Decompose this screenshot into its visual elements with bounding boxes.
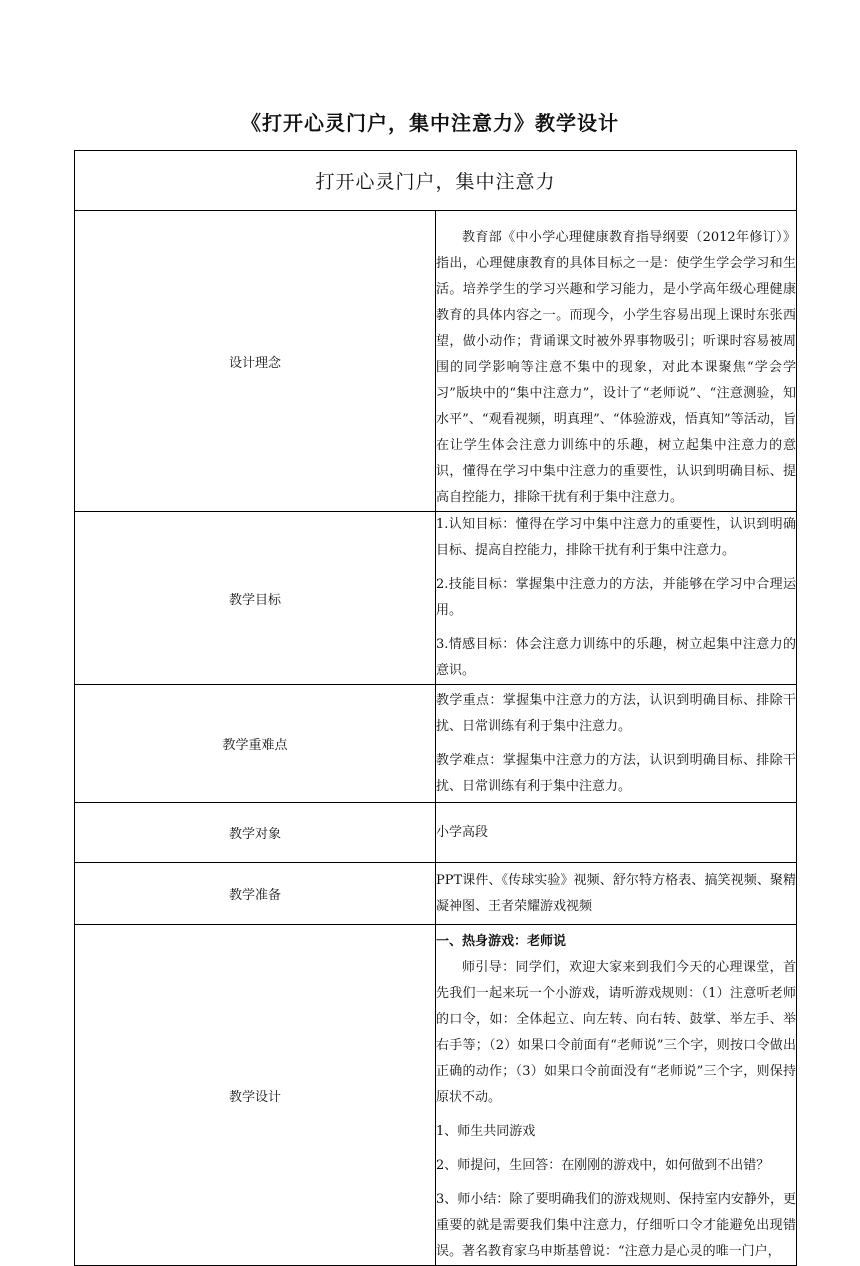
design-step-1: 1、师生共同游戏	[436, 1124, 536, 1139]
table-row-audience	[75, 803, 797, 863]
design-section-title: 一、热身游戏：老师说	[436, 934, 567, 949]
design-intro-paragraph: 师引导：同学们，欢迎大家来到我们今天的心理课堂，首先我们一起来玩一个小游戏，请听游戏规则：（1）注意听老师的口令，如：全体起立、向左转、向右转、鼓掌、举左手、举右手等；（2）如果口令前面有“老师说”三个字，则按口令做出正确的动作；（3）如果口令前面没有“老师说”三个字，则保持原状不动。	[436, 960, 796, 1105]
row-label-goals: 教学目标	[75, 512, 436, 685]
table-row-preparation	[75, 863, 797, 925]
goal-item-emotion: 3.情感目标：体会注意力训练中的乐趣，树立起集中注意力的意识。	[436, 637, 796, 678]
table-row-concept	[75, 211, 797, 512]
goal-item-skill: 2.技能目标：掌握集中注意力的方法，并能够在学习中合理运用。	[436, 577, 796, 618]
table-row-goals	[75, 512, 797, 685]
goal-item-cognitive: 1.认知目标：懂得在学习中集中注意力的重要性，认识到明确目标、提高自控能力，排除干扰有利于集中注意力。	[436, 517, 796, 558]
row-content-design	[436, 925, 797, 1266]
row-content-preparation: PPT课件、《传球实验》视频、舒尔特方格表、搞笑视频、聚精凝神图、王者荣耀游戏视频	[436, 863, 797, 925]
design-step-2: 2、师提问，生回答：在刚刚的游戏中，如何做到不出错？	[436, 1158, 770, 1173]
lesson-plan-table	[74, 150, 797, 1266]
table-header-row	[75, 151, 797, 211]
key-point-difficulty: 教学难点：掌握集中注意力的方法，认识到明确目标、排除干扰、日常训练有利于集中注意力。	[436, 752, 796, 794]
table-row-key-points	[75, 685, 797, 803]
row-content-audience: 小学高段	[436, 803, 797, 863]
table-header: 打开心灵门户，集中注意力	[75, 151, 797, 211]
row-content-goals	[436, 512, 797, 685]
design-step-3: 3、师小结：除了要明确我们的游戏规则、保持室内安静外，更重要的就是需要我们集中注意力，仔细听口令才能避免出现错误。著名教育家乌申斯基曾说：“注意力是心灵的唯一门户，	[436, 1192, 796, 1259]
concept-paragraph: 教育部《中小学心理健康教育指导纲要（2012年修订）》指出，心理健康教育的具体目标之一是：使学生学会学习和生活。培养学生的学习兴趣和学习能力，是小学高年级心理健康教育的具体内容之一。而现今，小学生容易出现上课时东张西望，做小动作；背诵课文时被外界事物吸引；听课时容易被周围的同学影响等注意不集中的现象，对此本课聚焦“学会学习”版块中的“集中注意力”，设计了“老师说”、“注意测验，知水平”、“观看视频，明真理”、“体验游戏，悟真知”等活动，旨在让学生体会注意力训练中的乐趣，树立起集中注意力的意识，懂得在学习中集中注意力的重要性，认识到明确目标、提高自控能力，排除干扰有利于集中注意力。	[436, 230, 796, 505]
row-label-preparation: 教学准备	[75, 863, 436, 925]
row-label-key-points: 教学重难点	[75, 685, 436, 803]
row-content-key-points	[436, 685, 797, 803]
row-content-concept	[436, 211, 797, 512]
row-label-concept: 设计理念	[75, 211, 436, 512]
row-label-design: 教学设计	[75, 925, 436, 1266]
document-title: 《打开心灵门户，集中注意力》教学设计	[241, 111, 619, 135]
row-label-audience: 教学对象	[75, 803, 436, 863]
key-point-focus: 教学重点：掌握集中注意力的方法，认识到明确目标、排除干扰、日常训练有利于集中注意力。	[436, 692, 796, 734]
table-row-design	[75, 925, 797, 1266]
